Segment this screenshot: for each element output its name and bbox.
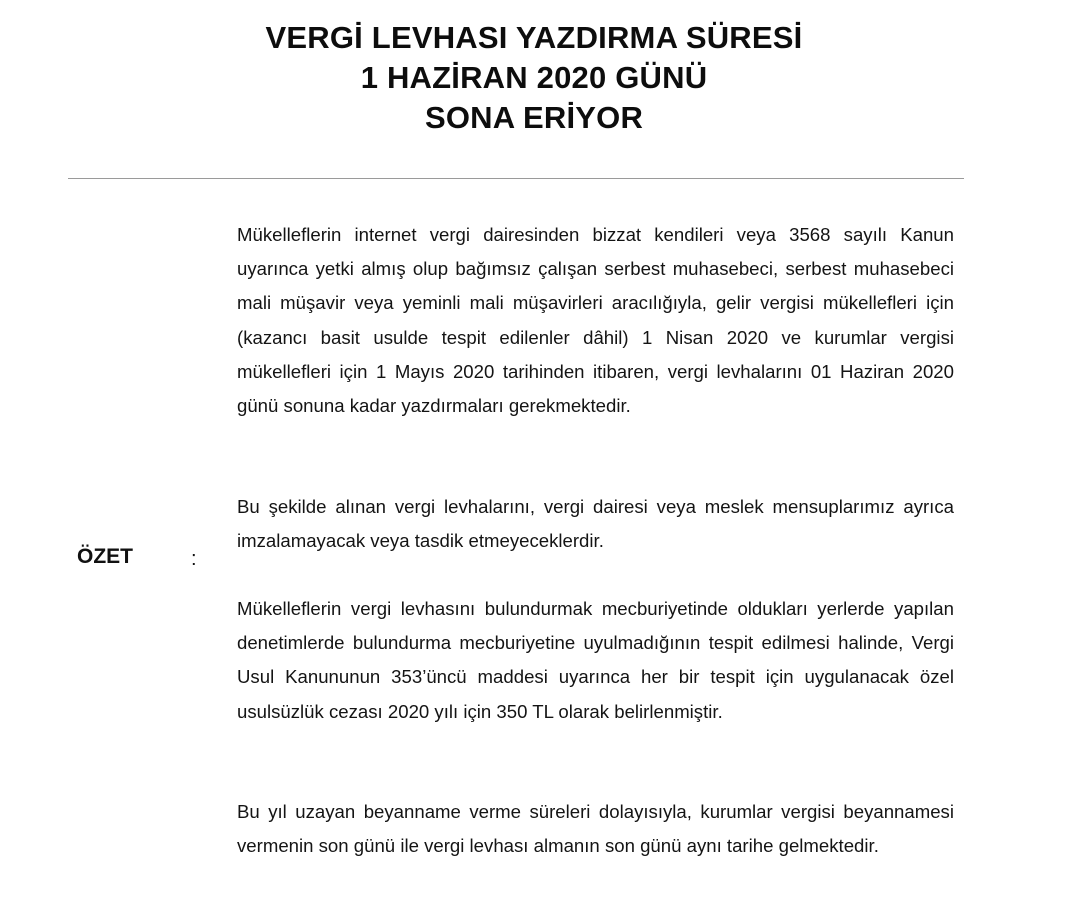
- summary-paragraph-1: Mükelleflerin internet vergi dairesinden bizzat kendileri veya 3568 sayılı Kanun uyarınca yetki almış olup bağımsız çalışan serbest muhasebeci, serbest muhasebeci mali müşavir veya yeminli mali müşavirleri aracılığıyla, gelir vergisi mükellefleri için (kazancı basit usulde tespit edilenler dâhil) 1 Nisan 2020 ve kurumlar vergisi mükellefleri için 1 Mayıs 2020 tarihinden itibaren, vergi levhalarını 01 Haziran 2020 günü sonuna kadar yazdırmaları gerekmektedir.: [237, 224, 954, 417]
- summary-paragraph-4: Bu yıl uzayan beyanname verme süreleri dolayısıyla, kurumlar vergisi beyannamesi vermenin son günü ile vergi levhası almanın son günü aynı tarihe gelmektedir.: [237, 801, 954, 857]
- summary-paragraph-2: Bu şekilde alınan vergi levhalarını, vergi dairesi veya meslek mensuplarımız ayrıca imzalamayacak veya tasdik etmeyeceklerdir.: [237, 496, 954, 552]
- summary-paragraph-3: Mükelleflerin vergi levhasını bulundurmak mecburiyetinde oldukları yerlerde yapılan denetimlerde bulundurma mecburiyetine uyulmadığının tespit edilmesi halinde, Vergi Usul Kanununun 353’üncü maddesi uyarınca her bir tespit için uygulanacak özel usulsüzlük cezası 2020 yılı için 350 TL olarak belirlenmiştir.: [237, 598, 954, 722]
- document-title: [0, 18, 1068, 138]
- title-line-2: 1 HAZİRAN 2020 GÜNÜ: [360, 60, 708, 95]
- horizontal-divider: [68, 178, 964, 179]
- title-line-1: VERGİ LEVHASI YAZDIRMA SÜRESİ: [265, 20, 803, 55]
- summary-colon: :: [191, 548, 197, 570]
- title-line-3: SONA ERİYOR: [424, 100, 644, 135]
- summary-label: ÖZET: [77, 545, 133, 568]
